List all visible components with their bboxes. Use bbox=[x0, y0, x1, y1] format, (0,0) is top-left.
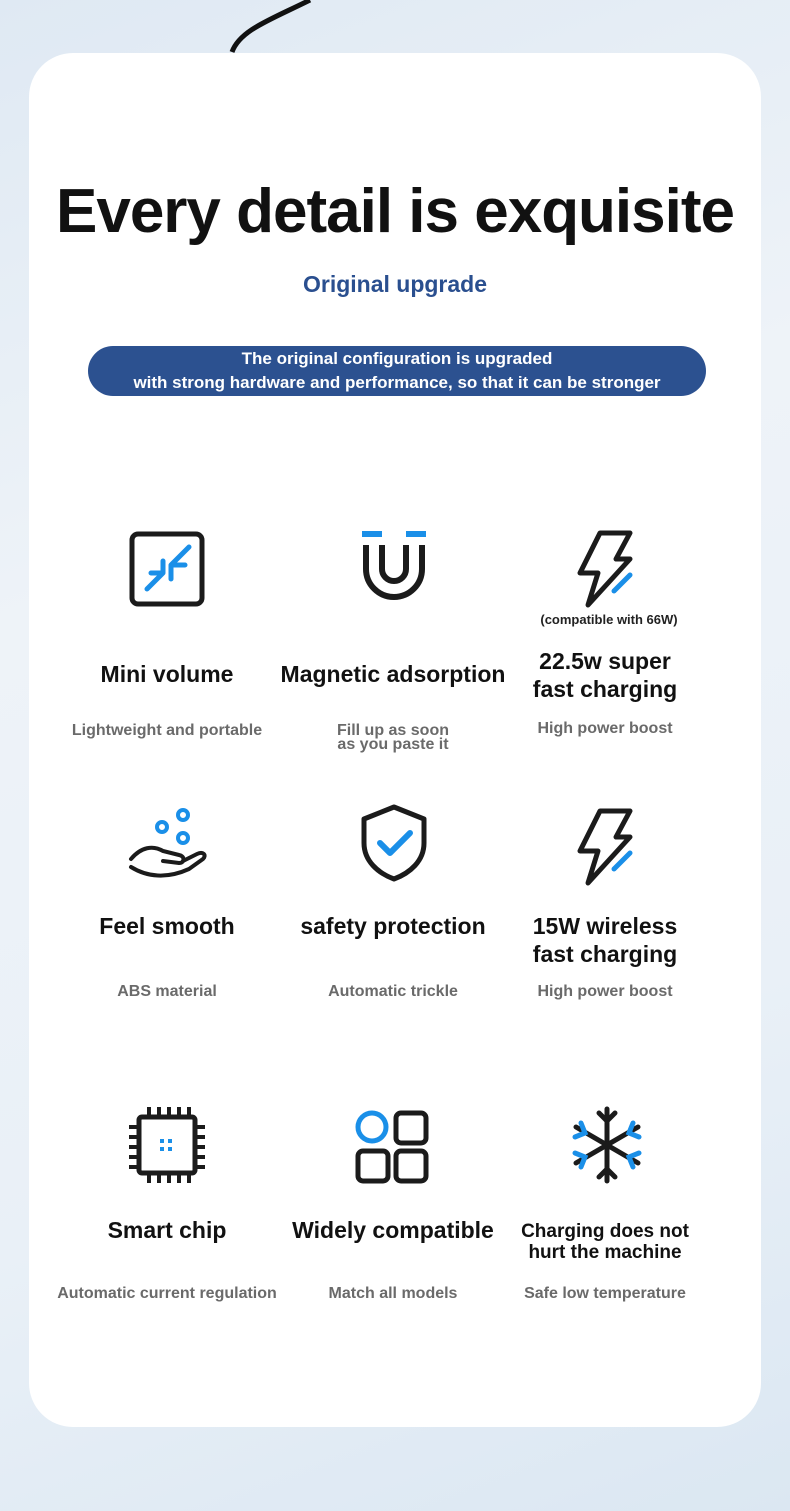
page-subtitle: Original upgrade bbox=[302, 271, 488, 297]
grid-icon bbox=[354, 1107, 434, 1187]
chip-icon bbox=[127, 1105, 207, 1185]
feature-note-22w: (compatible with 66W) bbox=[540, 612, 678, 627]
feature-title-magnetic: Magnetic adsorption bbox=[280, 661, 506, 687]
feature-desc-15w: High power boost bbox=[537, 983, 673, 1000]
feature-desc-compatible: Match all models bbox=[328, 1285, 458, 1302]
feature-desc-22w: High power boost bbox=[537, 720, 673, 737]
feature-title-smart-chip: Smart chip bbox=[107, 1217, 227, 1243]
feature-desc-magnetic-line-2: as you paste it bbox=[337, 736, 449, 753]
feature-title-feel-smooth: Feel smooth bbox=[99, 913, 235, 939]
feature-title-cooling-line-1: Charging does not bbox=[521, 1221, 689, 1242]
shield-check-icon bbox=[354, 803, 434, 883]
lightning-icon bbox=[566, 529, 646, 609]
feature-title-15w-line-1: 15W wireless bbox=[532, 913, 678, 939]
feature-desc-feel-smooth: ABS material bbox=[117, 983, 217, 1000]
upgrade-banner bbox=[88, 346, 706, 396]
feature-desc-magnetic-line-1: Fill up as soon bbox=[336, 722, 449, 739]
feature-title-cooling bbox=[480, 1221, 730, 1263]
feature-title-15w bbox=[480, 912, 730, 968]
feature-desc-cooling: Safe low temperature bbox=[524, 1285, 686, 1302]
feature-desc-smart-chip: Automatic current regulation bbox=[57, 1285, 277, 1302]
feature-title-mini-volume: Mini volume bbox=[100, 661, 234, 687]
feature-title-22w-line-1: 22.5w super bbox=[539, 648, 671, 674]
feature-title-safety: safety protection bbox=[300, 913, 486, 939]
page-title: Every detail is exquisite bbox=[55, 177, 734, 246]
feature-title-cooling-line-2: hurt the machine bbox=[528, 1242, 682, 1263]
banner-line-1: The original configuration is upgraded bbox=[241, 349, 553, 368]
compress-icon bbox=[127, 529, 207, 609]
banner-line-2: with strong hardware and performance, so that it can be stronger bbox=[133, 373, 661, 392]
feature-title-compatible: Widely compatible bbox=[292, 1217, 494, 1243]
hand-icon bbox=[127, 803, 207, 883]
lightning-icon bbox=[566, 807, 646, 887]
feature-title-22w-line-2: fast charging bbox=[532, 676, 678, 702]
cable-decoration bbox=[0, 0, 790, 60]
feature-title-15w-line-2: fast charging bbox=[532, 941, 678, 967]
feature-desc-mini-volume: Lightweight and portable bbox=[71, 722, 263, 739]
feature-desc-safety: Automatic trickle bbox=[328, 983, 458, 1000]
snowflake-icon bbox=[567, 1105, 647, 1185]
feature-title-22w bbox=[480, 647, 730, 703]
magnet-icon bbox=[354, 529, 434, 609]
